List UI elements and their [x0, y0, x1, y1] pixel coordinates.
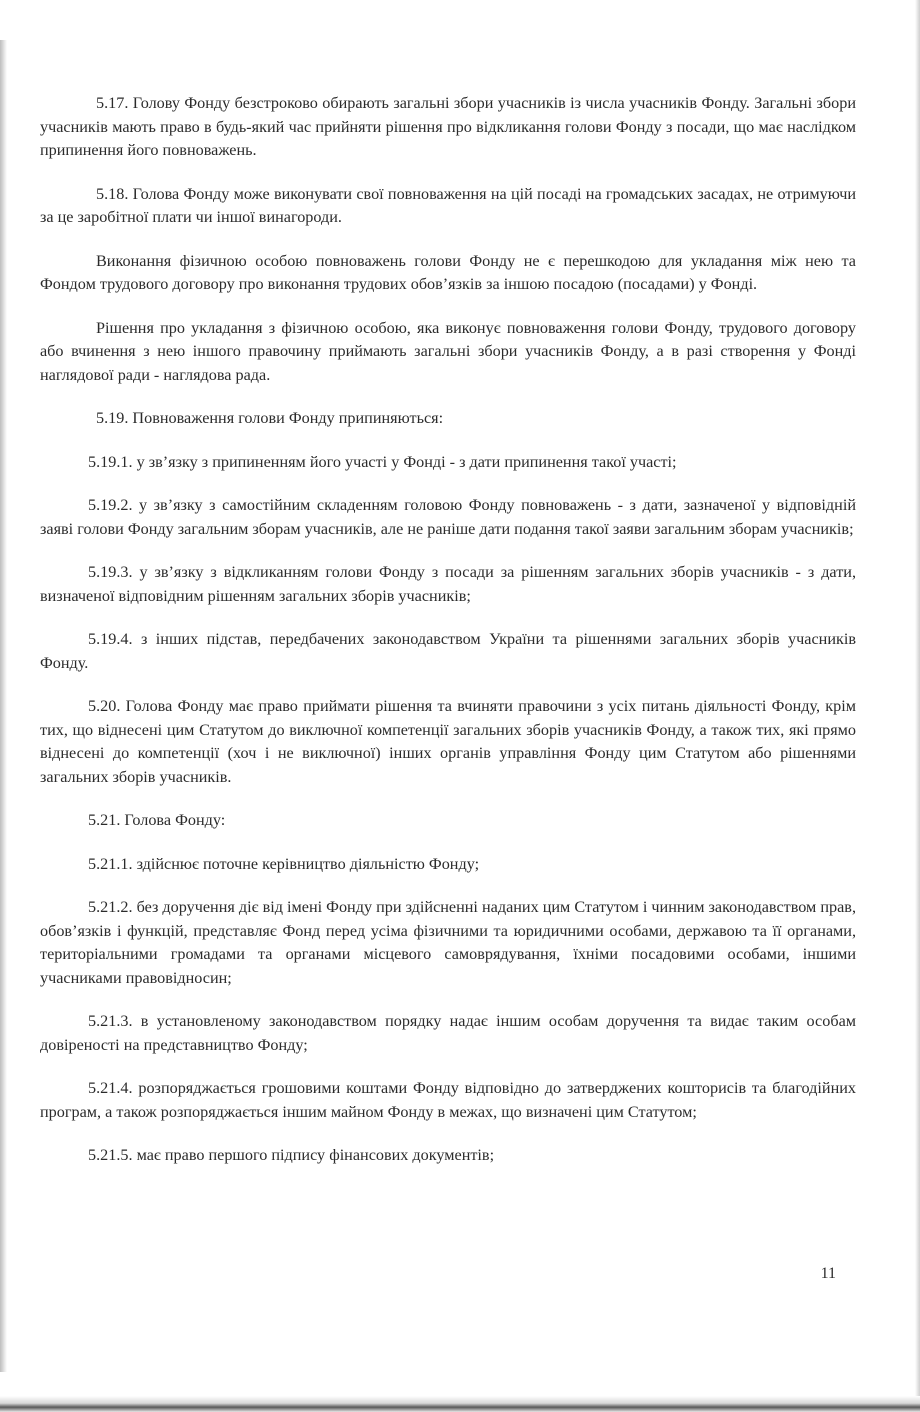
paragraph-5-21-4: 5.21.4. розпоряджається грошовими коштами Фонду відповідно до затверджених кошторисів та благодійних програм, а також розпоряджається іншим майном Фонду в межах, що визначені цим Статутом; [40, 1079, 856, 1121]
paragraph-5-19-4: 5.19.4. з інших підстав, передбачених законодавством України та рішеннями загальних зборів учасників Фонду. [40, 630, 856, 672]
page-number: 11 [820, 1265, 836, 1282]
paragraph-5-17: 5.17. Голову Фонду безстроково обирають загальні збори учасників із числа учасників Фонду. Загальні збори учасників мають право в будь-який час прийняти рішення про відкликання голови Фонду з посади, що має наслідком припинення його повноважень. [40, 94, 856, 159]
scan-bottom-edge [0, 1396, 920, 1412]
scan-right-edge [915, 0, 920, 1412]
paragraph-5-21-1: 5.21.1. здійснює поточне керівництво діяльністю Фонду; [88, 854, 480, 873]
paragraph-5-19-3: 5.19.3. у зв’язку з відкликанням голови Фонду з посади за рішенням загальних зборів учасників - з дати, визначеної відповідним рішенням загальних зборів учасників; [40, 563, 856, 605]
paragraph-5-21: 5.21. Голова Фонду: [88, 811, 226, 829]
paragraph-5-20: 5.20. Голова Фонду має право приймати рішення та вчиняти правочини з усіх питань діяльності Фонду, крім тих, що віднесені цим Статутом до виключної компетенції загальних зборів учасників Фонду, а також тих, які прямо віднесені до компетенції (хоч і не виключної) інших органів управління Фонду цим Статутом або рішеннями загальних зборів учасників. [40, 697, 856, 786]
paragraph-5-21-5: 5.21.5. має право першого підпису фінансових документів; [88, 1146, 495, 1164]
paragraph-5-19-2: 5.19.2. у зв’язку з самостійним складенням головою Фонду повноважень - з дати, зазначеної у відповідній заяві голови Фонду загальним зборам учасників, але не раніше дати подання такої заяви загальним зборам учасників; [40, 496, 856, 538]
paragraph-employment: Виконання фізичною особою повноважень голови Фонду не є перешкодою для укладання між нею та Фондом трудового договору про виконання трудових обов’язків за іншою посадою (посадами) у Фонді. [40, 251, 856, 293]
paragraph-contract-decision: Рішення про укладання з фізичною особою, яка виконує повноваження голови Фонду, трудового договору або вчинення з нею іншого правочину приймають загальні збори учасників Фонду, а в разі створення у Фонді наглядової ради - наглядова рада. [40, 318, 856, 384]
document-body [40, 92, 856, 1188]
paragraph-5-19: 5.19. Повноваження голови Фонду припиняються: [96, 409, 444, 427]
scan-left-shadow [0, 40, 7, 1372]
paragraph-5-21-3: 5.21.3. в установленому законодавством порядку надає іншим особам доручення та видає таким особам довіреності на представництво Фонду; [40, 1012, 856, 1054]
paragraph-5-18: 5.18. Голова Фонду може виконувати свої повноваження на цій посаді на громадських засадах, не отримуючи за це заробітної плати чи іншої винагороди. [40, 184, 856, 226]
paragraph-5-21-2: 5.21.2. без доручення діє від імені Фонду при здійсненні наданих цим Статутом і чинним законодавством прав, обов’язків і функцій, представляє Фонд перед усіма фізичними та юридичними особами, державою та її органами, територіальними громадами та органами місцевого самоврядування, їхніми посадовими особами, іншими учасниками правовідносин; [40, 898, 856, 987]
paragraph-5-19-1: 5.19.1. у зв’язку з припиненням його участі у Фонді - з дати припинення такої участі; [88, 452, 677, 471]
